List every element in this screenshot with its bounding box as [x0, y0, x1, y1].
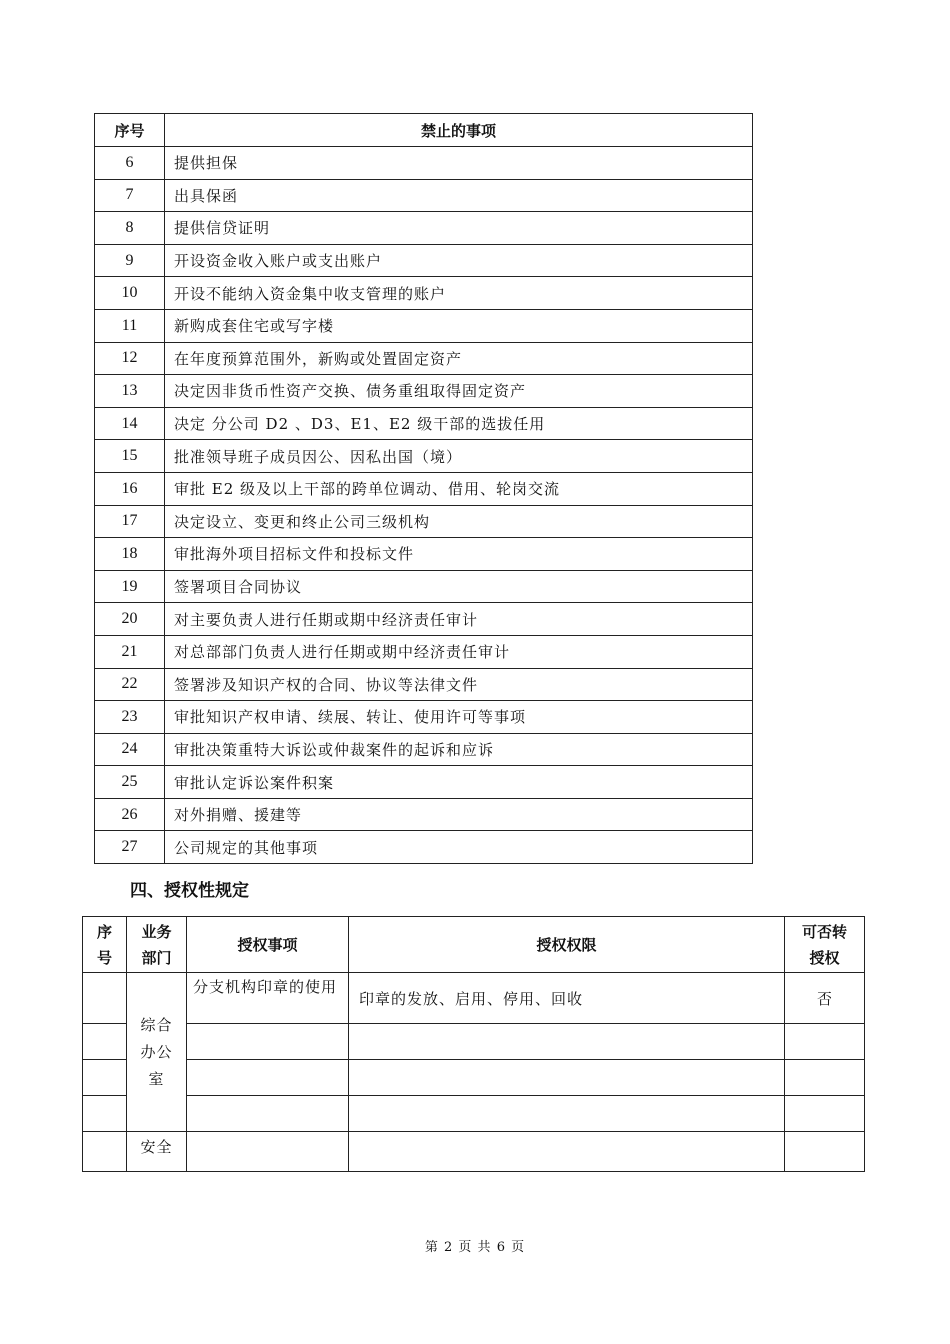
prohibited-item-cell: 开设资金收入账户或支出账户	[165, 244, 753, 277]
prohibited-item-cell: 对总部部门负责人进行任期或期中经济责任审计	[165, 635, 753, 668]
seq-cell: 9	[95, 244, 165, 277]
seq-cell: 21	[95, 635, 165, 668]
table-row	[95, 668, 753, 701]
seq-cell: 26	[95, 798, 165, 831]
prohibited-item-cell: 公司规定的其他事项	[165, 831, 753, 864]
table-header-row	[95, 114, 753, 147]
table-row	[95, 831, 753, 864]
seq-cell: 10	[95, 277, 165, 310]
seq-cell: 6	[95, 147, 165, 180]
dept-cell-office: 综合 办公 室	[127, 973, 187, 1132]
transferable-cell: 否	[785, 973, 865, 1024]
table-row	[83, 1024, 865, 1060]
prohibited-items-table	[94, 113, 753, 864]
header-auth-scope: 授权权限	[349, 917, 785, 973]
header-transferable: 可否转 授权	[785, 917, 865, 973]
header-seq: 序号	[95, 114, 165, 147]
prohibited-item-cell: 提供信贷证明	[165, 212, 753, 245]
seq-cell: 17	[95, 505, 165, 538]
table-row	[95, 407, 753, 440]
table-row	[83, 1060, 865, 1096]
table-row	[95, 603, 753, 636]
prohibited-item-cell: 签署涉及知识产权的合同、协议等法律文件	[165, 668, 753, 701]
prohibited-item-cell: 在年度预算范围外，新购或处置固定资产	[165, 342, 753, 375]
table-row	[95, 766, 753, 799]
seq-cell: 14	[95, 407, 165, 440]
section-heading: 四、授权性规定	[130, 881, 249, 901]
table-row	[83, 973, 865, 1024]
prohibited-item-cell: 审批 E2 级及以上干部的跨单位调动、借用、轮岗交流	[165, 472, 753, 505]
header-seq: 序 号	[83, 917, 127, 973]
table-row	[95, 505, 753, 538]
table-header-row	[83, 917, 865, 973]
seq-cell: 19	[95, 570, 165, 603]
header-dept: 业务 部门	[127, 917, 187, 973]
table-row	[95, 375, 753, 408]
seq-cell: 27	[95, 831, 165, 864]
table-row	[95, 733, 753, 766]
table-row	[95, 570, 753, 603]
table-row	[95, 147, 753, 180]
prohibited-item-cell: 提供担保	[165, 147, 753, 180]
table-row	[95, 701, 753, 734]
seq-cell: 13	[95, 375, 165, 408]
prohibited-item-cell: 新购成套住宅或写字楼	[165, 309, 753, 342]
prohibited-item-cell: 审批知识产权申请、续展、转让、使用许可等事项	[165, 701, 753, 734]
prohibited-item-cell: 签署项目合同协议	[165, 570, 753, 603]
seq-cell: 20	[95, 603, 165, 636]
dept-cell-safety: 安全	[127, 1132, 187, 1172]
authorization-table	[82, 916, 865, 1172]
prohibited-item-cell: 审批决策重特大诉讼或仲裁案件的起诉和应诉	[165, 733, 753, 766]
seq-cell: 24	[95, 733, 165, 766]
table-row	[95, 798, 753, 831]
seq-cell: 22	[95, 668, 165, 701]
table-row	[95, 179, 753, 212]
seq-cell: 11	[95, 309, 165, 342]
prohibited-item-cell: 决定 分公司 D2 、D3、E1、E2 级干部的选拔任用	[165, 407, 753, 440]
table-row	[95, 440, 753, 473]
seq-cell: 23	[95, 701, 165, 734]
table-row	[95, 538, 753, 571]
table-body	[95, 147, 753, 864]
seq-cell: 8	[95, 212, 165, 245]
seq-cell	[83, 973, 127, 1024]
prohibited-item-cell: 决定因非货币性资产交换、债务重组取得固定资产	[165, 375, 753, 408]
table-row	[95, 472, 753, 505]
table-row	[95, 212, 753, 245]
seq-cell: 7	[95, 179, 165, 212]
prohibited-item-cell: 出具保函	[165, 179, 753, 212]
prohibited-item-cell: 对外捐赠、援建等	[165, 798, 753, 831]
auth-item-cell: 分支机构印章的使用	[187, 973, 349, 1024]
table-row	[95, 309, 753, 342]
header-auth-item: 授权事项	[187, 917, 349, 973]
seq-cell: 15	[95, 440, 165, 473]
prohibited-item-cell: 批准领导班子成员因公、因私出国（境）	[165, 440, 753, 473]
table-row	[83, 1096, 865, 1132]
seq-cell: 12	[95, 342, 165, 375]
table-row	[95, 244, 753, 277]
prohibited-item-cell: 开设不能纳入资金集中收支管理的账户	[165, 277, 753, 310]
prohibited-item-cell: 审批海外项目招标文件和投标文件	[165, 538, 753, 571]
prohibited-item-cell: 决定设立、变更和终止公司三级机构	[165, 505, 753, 538]
seq-cell: 16	[95, 472, 165, 505]
prohibited-item-cell: 审批认定诉讼案件积案	[165, 766, 753, 799]
table-row	[95, 635, 753, 668]
prohibited-item-cell: 对主要负责人进行任期或期中经济责任审计	[165, 603, 753, 636]
page-footer: 第 2 页 共 6 页	[424, 1240, 526, 1255]
seq-cell: 25	[95, 766, 165, 799]
table-row	[83, 1132, 865, 1172]
header-prohibited-item: 禁止的事项	[165, 114, 753, 147]
table-row	[95, 342, 753, 375]
auth-scope-cell: 印章的发放、启用、停用、回收	[349, 973, 785, 1024]
seq-cell: 18	[95, 538, 165, 571]
table-row	[95, 277, 753, 310]
